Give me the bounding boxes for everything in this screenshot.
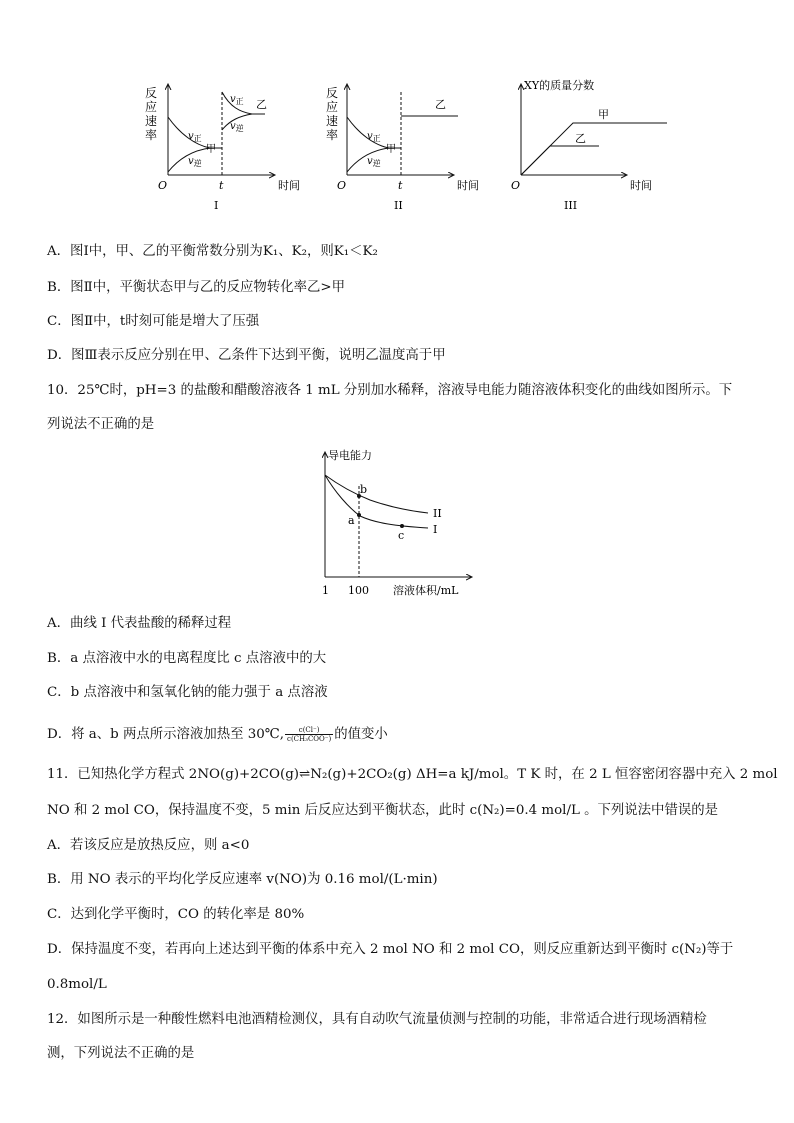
q10-ylabel: 导电能力 — [328, 449, 372, 462]
fig2-ylabel-4: 率 — [326, 128, 339, 142]
fig2-v1: v — [367, 131, 373, 142]
fig1-v1-sub: 正 — [193, 134, 202, 143]
q10-frac-den: c(CH₃COO⁻) — [287, 735, 332, 743]
fig1-ylabel-4: 率 — [145, 128, 158, 142]
fig3-jia-line — [521, 123, 667, 175]
fig1-ylabel-2: 应 — [145, 100, 158, 114]
q12-stem-line2: 测，下列说法不正确的是 — [47, 1046, 195, 1061]
q10-curve-I — [325, 475, 428, 528]
fig1-v2: v — [188, 156, 194, 167]
svg-text:v正 — [188, 131, 202, 143]
q10-stem-line1: 10．25℃时，pH=3 的盐酸和醋酸溶液各 1 mL 分别加水稀释，溶液导电能力随溶液体积变化的曲线如图所示。下 — [47, 383, 733, 398]
fig1-v3-sub: 正 — [235, 97, 244, 106]
q10-option-c: C．b 点溶液中和氢氧化钠的能力强于 a 点溶液 — [47, 685, 328, 700]
fig1-yi: 乙 — [256, 98, 267, 111]
q10-option-d-pre: D．将 a、b 两点所示溶液加热至 30℃, — [47, 727, 285, 742]
q10-label-c: c — [398, 529, 405, 542]
q10-xlabel: 溶液体积/mL — [393, 584, 459, 597]
q11-option-a: A．若该反应是放热反应，则 a<0 — [47, 838, 250, 853]
q10-option-d — [47, 725, 388, 745]
fig3-ylabel: XY的质量分数 — [524, 79, 595, 92]
fig3-origin: O — [511, 179, 521, 192]
svg-text:v正 — [367, 131, 381, 143]
svg-text:v正 — [230, 94, 244, 106]
fig1-v4-sub: 逆 — [235, 124, 244, 133]
q9-option-a: A．图Ⅰ中，甲、乙的平衡常数分别为K₁、K₂，则K₁＜K₂ — [47, 244, 378, 259]
fig2-ylabel-3: 速 — [326, 114, 339, 128]
figure-II — [326, 84, 479, 212]
q11-option-d-line2: 0.8mol/L — [47, 977, 107, 992]
fig3-jia: 甲 — [598, 108, 609, 121]
q10-label-b: b — [360, 483, 368, 496]
fig2-caption: II — [394, 199, 403, 212]
q11-stem-line2: NO 和 2 mol CO，保持温度不变，5 min 后反应达到平衡状态，此时 c(N₂)=0.4 mol/L 。下列说法中错误的是 — [47, 803, 719, 818]
fig1-v1: v — [188, 131, 194, 142]
fig3-yi: 乙 — [575, 132, 586, 145]
figure-group-top — [140, 72, 680, 222]
q10-curve-II — [325, 475, 428, 513]
fig1-jia: 甲 — [206, 144, 216, 155]
fig1-ylabel-1: 反 — [145, 86, 158, 100]
q11-option-b: B．用 NO 表示的平均化学反应速率 v(NO)为 0.16 mol/(L·min) — [47, 872, 438, 887]
q10-tick-100: 100 — [348, 584, 369, 597]
figure-III — [511, 78, 667, 212]
q9-option-b: B．图Ⅱ中，平衡状态甲与乙的反应物转化率乙>甲 — [47, 280, 345, 295]
fig2-v2-sub: 逆 — [372, 159, 381, 168]
fig2-v2: v — [367, 156, 373, 167]
fig2-ylabel-1: 反 — [326, 86, 339, 100]
q11-stem-line1: 11．已知热化学方程式 2NO(g)+2CO(g)⇌N₂(g)+2CO₂(g) ΔH=a kJ/mol。T K 时，在 2 L 恒容密闭容器中充入 2 mol — [47, 767, 778, 782]
fig2-xlabel: 时间 — [457, 179, 479, 192]
fig1-t-label: t — [219, 179, 224, 192]
fig3-xlabel: 时间 — [630, 179, 652, 192]
q10-label-I: I — [433, 523, 438, 536]
q10-stem-line2: 列说法不正确的是 — [47, 417, 155, 432]
q9-option-d: D．图Ⅲ表示反应分别在甲、乙条件下达到平衡，说明乙温度高于甲 — [47, 348, 446, 363]
q10-point-a — [357, 513, 361, 517]
q11-option-c: C．达到化学平衡时，CO 的转化率是 80% — [47, 907, 305, 922]
fig2-v1-sub: 正 — [372, 134, 381, 143]
q12-stem-line1: 12．如图所示是一种酸性燃料电池酒精检测仪，具有自动吹气流量侦测与控制的功能，非常适合进行现场酒精检 — [47, 1012, 707, 1027]
q11-option-d-line1: D．保持温度不变，若再向上述达到平衡的体系中充入 2 mol NO 和 2 mol CO，则反应重新达到平衡时 c(N₂)等于 — [47, 942, 734, 957]
fig3-yi-line — [521, 146, 599, 175]
q9-option-c: C．图Ⅱ中，t时刻可能是增大了压强 — [47, 314, 260, 329]
fig2-t-label: t — [398, 179, 403, 192]
fig2-yi: 乙 — [435, 98, 446, 111]
q10-point-c — [400, 524, 404, 528]
q10-frac-num: c(Cl⁻) — [285, 726, 333, 735]
q10-option-a: A．曲线 I 代表盐酸的稀释过程 — [47, 616, 232, 631]
q10-label-II: II — [433, 507, 442, 520]
q10-label-a: a — [348, 514, 355, 527]
fig1-v2-sub: 逆 — [193, 159, 202, 168]
svg-text:v逆 — [230, 121, 244, 133]
q10-option-d-fraction — [285, 726, 333, 743]
fig1-origin: O — [158, 179, 168, 192]
fig2-jia: 甲 — [386, 144, 396, 155]
fig1-ylabel-3: 速 — [145, 114, 158, 128]
fig1-caption: I — [214, 199, 219, 212]
fig2-origin: O — [337, 179, 347, 192]
q10-option-b: B．a 点溶液中水的电离程度比 c 点溶液中的大 — [47, 651, 327, 666]
q10-conductivity-graph — [310, 444, 485, 602]
q10-option-d-post: 的值变小 — [334, 727, 388, 742]
fig2-ylabel-2: 应 — [326, 100, 339, 114]
fig3-caption: III — [564, 199, 578, 212]
fig1-v3: v — [230, 94, 236, 105]
svg-text:v逆 — [188, 156, 202, 168]
fig1-xlabel: 时间 — [278, 179, 300, 192]
q10-tick-1: 1 — [322, 584, 329, 597]
figure-I — [145, 84, 300, 212]
svg-text:v逆 — [367, 156, 381, 168]
fig1-v4: v — [230, 121, 236, 132]
